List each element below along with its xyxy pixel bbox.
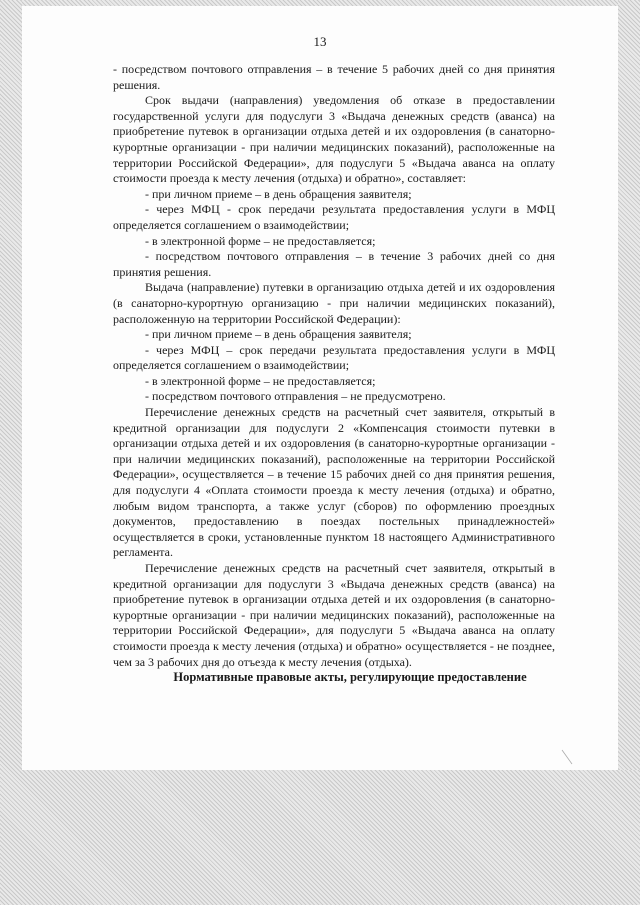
paragraph-postal-not-provided: - посредством почтового отправления – не предусмотрено. bbox=[145, 389, 446, 404]
paragraph-postal-5-days: - посредством почтового отправления – в течение 5 рабочих дней со дня принятия решения. bbox=[113, 62, 555, 92]
document-body bbox=[113, 62, 555, 686]
paragraph-refusal-term: Срок выдачи (направления) уведомления об отказе в предоставлении государственной услуги для подуслуги 3 «Выдача денежных средств (аванса) на приобретение путевок в организации отдыха детей и их оздоровления (в санаторно-курортные организации - при наличии медицинских показаний), расположенные на территории Российской Федерации», для подуслуги 5 «Выдача аванса на оплату стоимости проезда к месту лечения (отдыха) и обратно», составляет: bbox=[113, 93, 555, 186]
page-corner-mark bbox=[560, 748, 580, 768]
paragraph-electronic: - в электронной форме – не предоставляется; bbox=[145, 233, 376, 248]
paragraph-personal-reception-2: - при личном приеме – в день обращения заявителя; bbox=[145, 327, 412, 342]
paragraph-transfer-subservice-3-5: Перечисление денежных средств на расчетный счет заявителя, открытый в кредитной организации для подуслуги 3 «Выдача денежных средств (аванса) на приобретение путевок в организации отдыха детей и их оздоровления (в санаторно-курортные организации - при наличии медицинских показаний), расположенные на территории Российской Федерации», для подуслуги 5 «Выдача аванса на оплату стоимости проезда к месту лечения (отдыха) и обратно» осуществляется - не позднее, чем за 3 рабочих дня до отъезда к месту лечения (отдыха). bbox=[113, 561, 555, 669]
corner-fold-icon bbox=[560, 748, 580, 768]
paragraph-voucher-issue: Выдача (направление) путевки в организацию отдыха детей и их оздоровления (в санаторно-курортную организацию - при наличии медицинских показаний), расположенную на территории Российской Федерации): bbox=[113, 280, 555, 326]
paragraph-postal-3-days: - посредством почтового отправления – в течение 3 рабочих дней со дня принятия решения. bbox=[113, 249, 555, 279]
paragraph-mfc-2: - через МФЦ – срок передачи результата предоставления услуги в МФЦ определяется соглашением о взаимодействии; bbox=[113, 342, 555, 373]
paragraph-transfer-subservice-2-4: Перечисление денежных средств на расчетный счет заявителя, открытый в кредитной организации для подуслуги 2 «Компенсация стоимости путевки в организации отдыха детей и их оздоровления (в санаторно-курортные организации - при наличии медицинских показаний), расположенные на территории Российской Федерации», осуществляется – в течение 15 рабочих дней со дня принятия решения, для подуслуги 4 «Оплата стоимости проезда к месту лечения (отдыха) и обратно, любым видом транспорта, а также услуг (сборов) по оформлению проездных документов, предоставлению в поездах постельных принадлежностей» осуществляется в сроки, установленные пунктом 18 настоящего Административного регламента. bbox=[113, 405, 555, 560]
paragraph-personal-reception: - при личном приеме – в день обращения заявителя; bbox=[145, 186, 412, 201]
page-number: 13 bbox=[313, 34, 327, 49]
paragraph-mfc: - через МФЦ - срок передачи результата предоставления услуги в МФЦ определяется соглашением о взаимодействии; bbox=[113, 202, 555, 232]
scan-border-bottom bbox=[0, 770, 640, 905]
section-heading: Нормативные правовые акты, регулирующие предоставление bbox=[173, 670, 527, 685]
paragraph-electronic-2: - в электронной форме – не предоставляется; bbox=[145, 373, 376, 388]
